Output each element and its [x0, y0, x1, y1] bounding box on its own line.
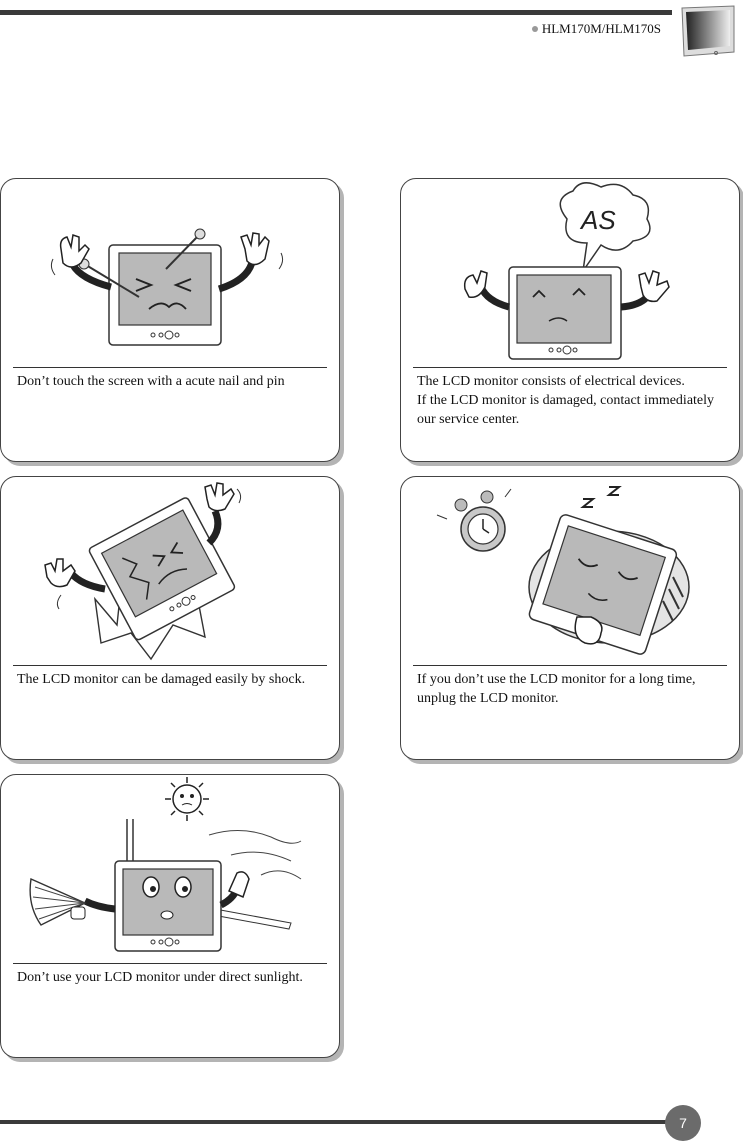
caption-divider: [413, 665, 727, 666]
monitor-nail-illustration: [1, 179, 339, 367]
sun-icon: [165, 777, 209, 821]
caption-divider: [413, 367, 727, 368]
caption: [17, 968, 327, 987]
caption: [417, 372, 727, 429]
bullet-dot: [532, 26, 538, 32]
bottom-rule: [0, 1120, 672, 1124]
page-number: 7: [665, 1105, 701, 1141]
caption-line: Don’t touch the screen with a acute nail and pin: [17, 374, 285, 389]
model-name: HLM170M/HLM170S: [541, 21, 661, 36]
caption-line: unplug the LCD monitor.: [417, 691, 559, 706]
card-unplug: [400, 476, 740, 760]
caption-divider: [13, 963, 327, 964]
caption: [17, 372, 327, 391]
caption-line: If the LCD monitor is damaged, contact immediately: [417, 393, 715, 408]
top-rule: [0, 10, 672, 15]
card-service-center: [400, 178, 740, 462]
card-shock: [0, 476, 340, 760]
caption-line: Don’t use your LCD monitor under direct sunlight.: [17, 970, 303, 985]
caption-line: If you don’t use the LCD monitor for a long time,: [417, 672, 696, 687]
caption-line: our service center.: [417, 412, 520, 427]
card-nail-pin: [0, 178, 340, 462]
caption-line: The LCD monitor can be damaged easily by shock.: [17, 672, 306, 687]
monitor-service-illustration: [401, 179, 739, 367]
caption-line: The LCD monitor consists of electrical devices.: [417, 374, 685, 389]
caption-divider: [13, 665, 327, 666]
caption: [417, 670, 727, 708]
monitor-sleeping-illustration: [401, 477, 739, 665]
bubble-text: AS: [581, 205, 616, 235]
caption: [17, 670, 327, 689]
card-sunlight: [0, 774, 340, 1058]
monitor-shock-illustration: [1, 477, 339, 665]
caption-divider: [13, 367, 327, 368]
monitor-sunlight-illustration: [1, 775, 339, 963]
model-label: [532, 21, 661, 37]
monitor-thumbnail-icon: [676, 4, 738, 62]
